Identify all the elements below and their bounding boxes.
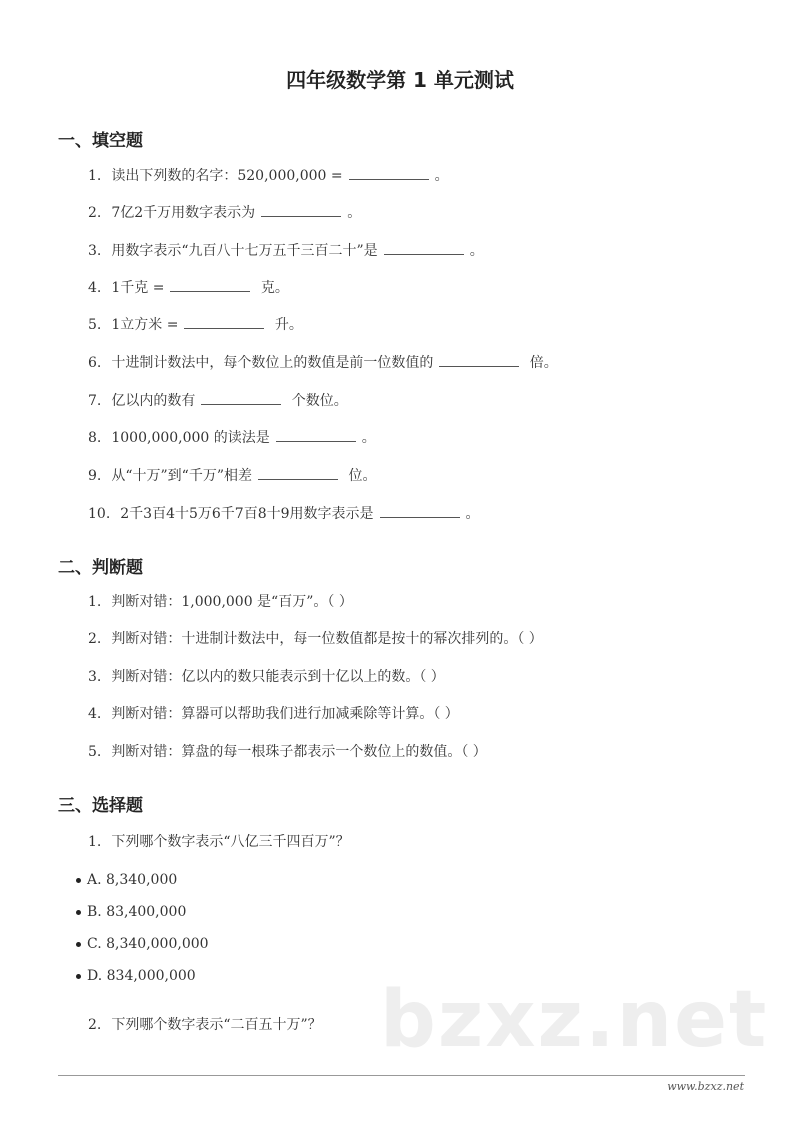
footer-divider [58, 1075, 745, 1076]
fill-question [88, 165, 449, 186]
question-number: 1. [88, 168, 102, 184]
question-number: 4. [88, 280, 102, 296]
answer-blank[interactable] [184, 314, 264, 329]
question-text: 下列哪个数字表示“二百五十万”？ [111, 1017, 322, 1033]
question-number: 9. [88, 468, 102, 484]
question-suffix: 。 [465, 506, 480, 522]
question-number: 2. [88, 1017, 102, 1033]
fill-question [88, 352, 558, 373]
question-text: 判断对错：亿以内的数只能表示到十亿以上的数。（ ） [111, 669, 445, 685]
option-text: C. 8,340,000,000 [87, 936, 209, 952]
answer-blank[interactable] [261, 202, 341, 217]
judge-question [88, 667, 445, 687]
question-number: 2. [88, 631, 102, 647]
judge-question [88, 704, 459, 724]
question-number: 2. [88, 205, 102, 221]
choice-question-2 [88, 1015, 322, 1035]
choice-question-1 [88, 832, 350, 852]
watermark: bzxz.net [380, 975, 769, 1065]
question-text: 1立方米 = [111, 317, 179, 333]
question-text: 判断对错：算盘的每一根珠子都表示一个数位上的数值。（ ） [111, 744, 487, 760]
choice-option[interactable] [76, 934, 209, 954]
bullet-icon [76, 942, 81, 947]
option-text: A. 8,340,000 [87, 872, 178, 888]
fill-question [88, 390, 348, 411]
fill-question [88, 277, 289, 298]
question-number: 3. [88, 669, 102, 685]
judge-question [88, 629, 543, 649]
question-number: 1. [88, 594, 102, 610]
fill-question [88, 240, 484, 261]
page-title: 四年级数学第 1 单元测试 [286, 68, 514, 92]
answer-blank[interactable] [201, 390, 281, 405]
answer-blank[interactable] [258, 465, 338, 480]
section-heading-judge: 二、判断题 [58, 558, 143, 578]
question-number: 8. [88, 430, 102, 446]
section-heading-choice: 三、选择题 [58, 796, 143, 816]
question-text: 亿以内的数有 [111, 393, 196, 409]
question-text: 1千克 = [111, 280, 165, 296]
bullet-icon [76, 910, 81, 915]
bullet-icon [76, 974, 81, 979]
choice-option[interactable] [76, 902, 186, 922]
question-suffix: 克。 [256, 280, 289, 296]
question-text: 十进制计数法中，每个数位上的数值是前一位数值的 [111, 355, 434, 371]
fill-question [88, 503, 480, 524]
question-text: 从“十万”到“千万”相差 [111, 468, 252, 484]
question-text: 判断对错：算器可以帮助我们进行加减乘除等计算。（ ） [111, 706, 459, 722]
question-suffix: 。 [347, 205, 362, 221]
question-suffix: 升。 [270, 317, 303, 333]
question-number: 6. [88, 355, 102, 371]
question-number: 4. [88, 706, 102, 722]
question-number: 5. [88, 744, 102, 760]
question-suffix: 个数位。 [287, 393, 348, 409]
question-text: 下列哪个数字表示“八亿三千四百万”？ [111, 834, 350, 850]
judge-question [88, 592, 353, 612]
question-number: 5. [88, 317, 102, 333]
question-text: 2千3百4十5万6千7百8十9用数字表示是 [120, 506, 374, 522]
question-suffix: 。 [434, 168, 449, 184]
question-text: 7亿2千万用数字表示为 [111, 205, 256, 221]
question-text: 1000,000,000 的读法是 [111, 430, 270, 446]
answer-blank[interactable] [384, 240, 464, 255]
question-text: 判断对错：1,000,000 是“百万”。（ ） [111, 594, 353, 610]
question-text: 用数字表示“九百八十七万五千三百二十”是 [111, 243, 378, 259]
fill-question [88, 202, 361, 223]
question-number: 10. [88, 506, 111, 522]
fill-question [88, 314, 303, 335]
question-suffix: 倍。 [525, 355, 558, 371]
choice-option[interactable] [76, 966, 196, 986]
answer-blank[interactable] [276, 427, 356, 442]
judge-question [88, 742, 487, 762]
fill-question [88, 427, 376, 448]
fill-question [88, 465, 376, 486]
section-heading-fill: 一、填空题 [58, 131, 143, 151]
answer-blank[interactable] [439, 352, 519, 367]
question-suffix: 。 [361, 430, 376, 446]
question-suffix: 。 [469, 243, 484, 259]
bullet-icon [76, 878, 81, 883]
question-number: 1. [88, 834, 102, 850]
footer-url: www.bzxz.net [667, 1080, 744, 1093]
choice-option[interactable] [76, 870, 177, 890]
question-text: 判断对错：十进制计数法中，每一位数值都是按十的幂次排列的。（ ） [111, 631, 543, 647]
question-number: 3. [88, 243, 102, 259]
answer-blank[interactable] [170, 277, 250, 292]
question-number: 7. [88, 393, 102, 409]
answer-blank[interactable] [349, 165, 429, 180]
option-text: D. 834,000,000 [87, 968, 196, 984]
option-text: B. 83,400,000 [87, 904, 187, 920]
question-text: 读出下列数的名字：520,000,000 = [111, 168, 343, 184]
answer-blank[interactable] [380, 503, 460, 518]
question-suffix: 位。 [344, 468, 377, 484]
